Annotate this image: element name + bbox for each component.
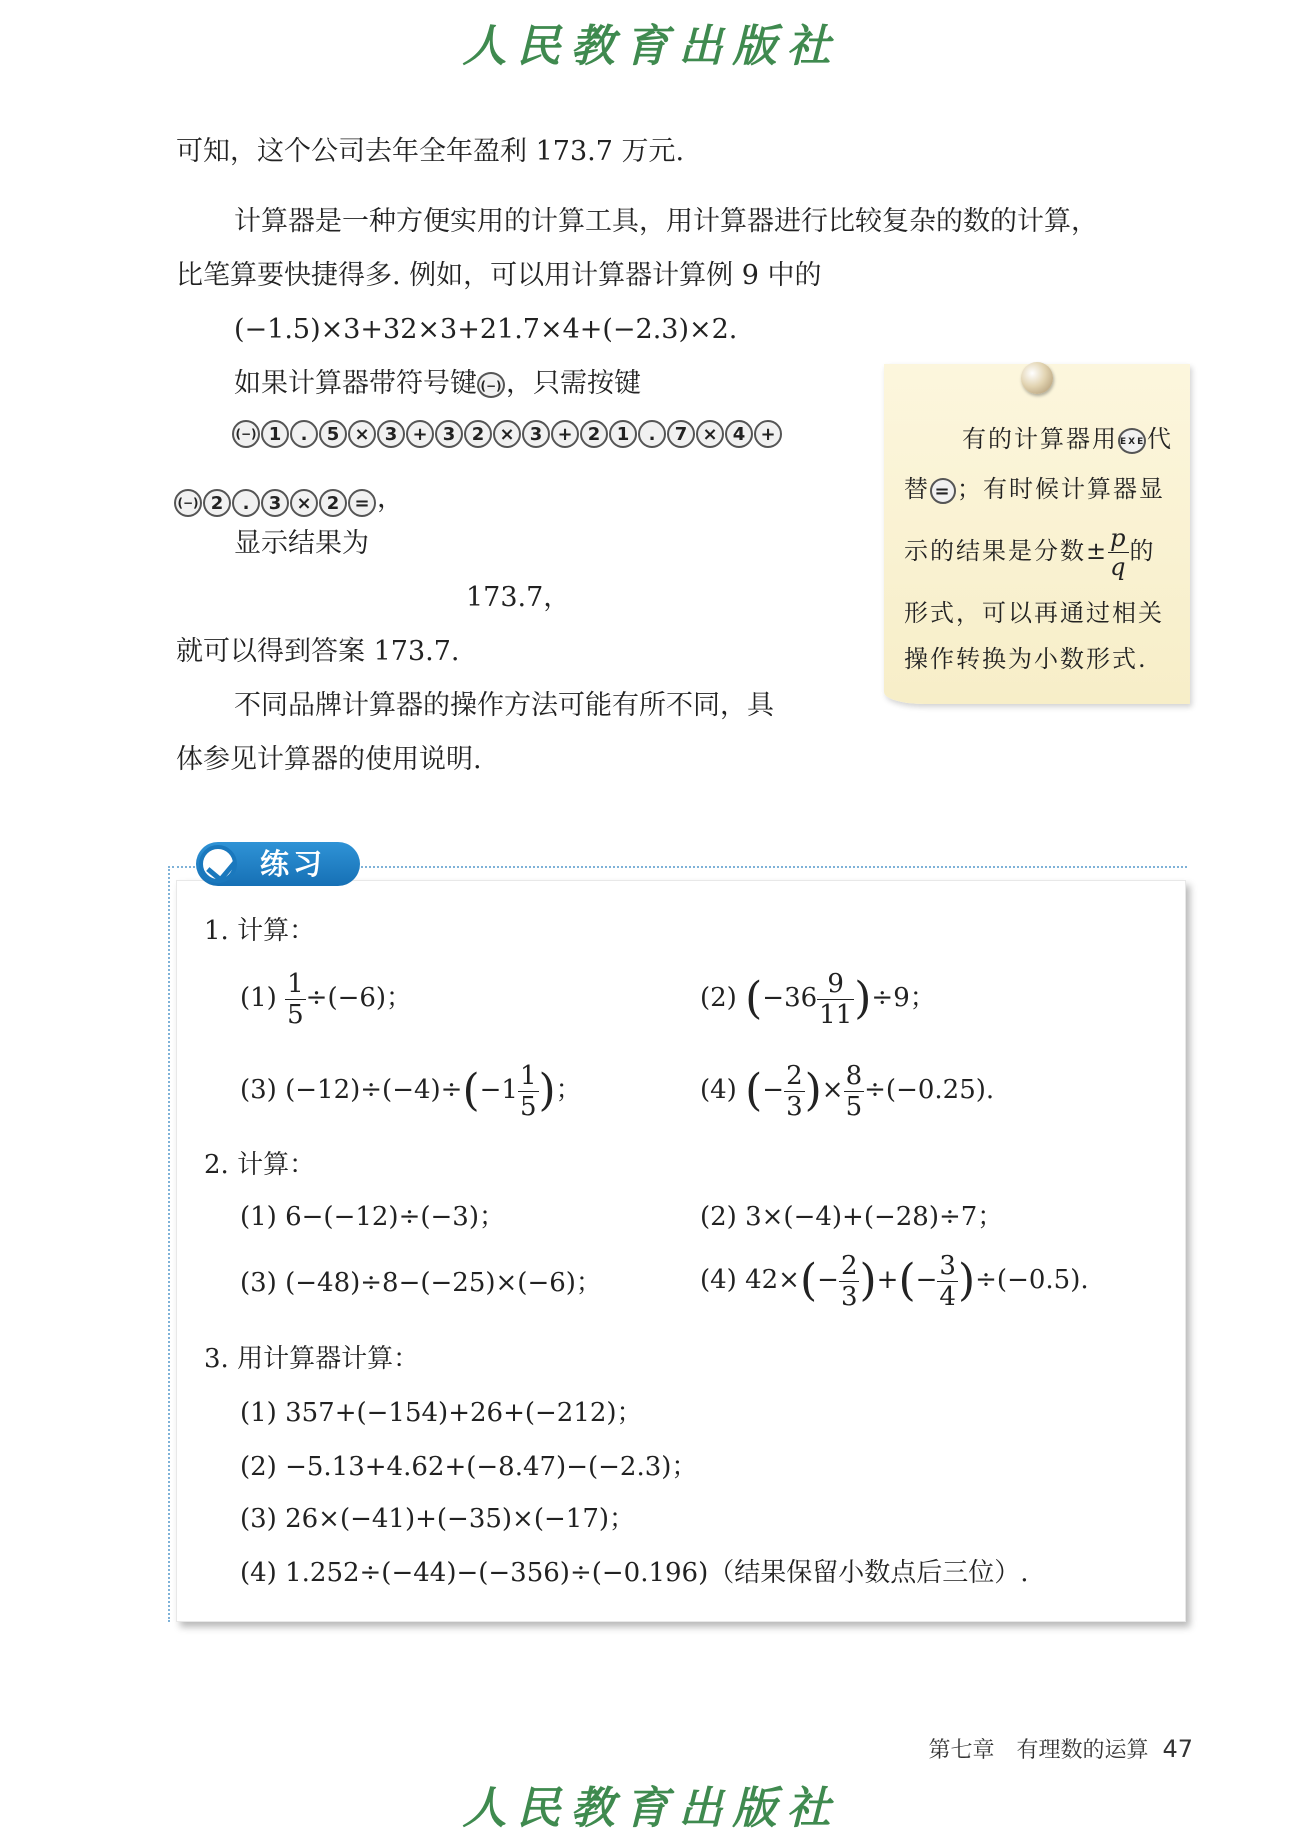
item-label: (3) [240,1075,277,1105]
note-line-5: 操作转换为小数形式. [904,645,1148,673]
expression-part: (4) 42× [700,1265,800,1295]
expression-rest: ÷9； [871,983,936,1013]
fraction-numerator: 1 [287,968,304,999]
left-paren: ( [462,1065,480,1116]
sign: − [762,1075,785,1105]
exercise-title-tag [196,842,360,886]
question-3-title: 3. 用计算器计算： [204,1344,420,1374]
note-text: 有的计算器用 [962,425,1118,453]
expression-rest: ÷(−0.25). [864,1075,995,1105]
sign-key-tail: ，只需按键 [506,368,641,399]
note-line-3 [904,524,1155,579]
left-paren: ( [898,1255,916,1306]
note-line-2 [904,474,1165,504]
calculator-key-icon: = [348,489,376,517]
paragraph-brands-2: 体参见计算器的使用说明. [176,744,482,775]
question-1-3 [240,1060,582,1120]
fraction [817,968,854,1030]
right-paren: ) [957,1255,976,1306]
calculator-key-icon: 2 [319,489,347,517]
expression-rest: ÷(−0.5). [975,1265,1089,1295]
mixed-integer: −1 [479,1075,518,1105]
calculator-key-icon: + [551,420,579,448]
item-label: (1) [240,983,277,1013]
question-1-title: 1. 计算： [204,916,316,946]
calculator-key-icon: × [696,420,724,448]
fraction-p-over-q [1108,526,1129,579]
note-text: 的 [1129,537,1156,565]
right-paren: ) [538,1065,556,1116]
fraction-numerator: 8 [845,1060,863,1091]
calculator-key-icon: 4 [725,420,753,448]
item-label: (4) [700,1075,737,1105]
operator: + [876,1265,899,1295]
fraction-numerator: 1 [519,1060,537,1091]
fraction-denominator: 3 [786,1091,803,1122]
fraction-denominator: q [1110,553,1128,581]
fraction-denominator: 5 [519,1091,537,1122]
calculator-key-icon: 2 [203,489,231,517]
exercise-left-dotted-border [168,866,170,1622]
item-label: (2) [700,983,737,1013]
fraction [844,1060,865,1122]
fraction-denominator: 11 [819,999,853,1030]
question-2-title: 2. 计算： [204,1150,316,1180]
question-3-4: (4) 1.252÷(−44)−(−356)÷(−0.196)（结果保留小数点后三位）. [240,1558,1029,1588]
expression-part: (−12)÷(−4)÷ [285,1075,463,1105]
display-result: 173.7， [466,582,571,613]
paragraph-calculator-intro-2: 比笔算要快捷得多. 例如，可以用计算器计算例 9 中的 [176,260,822,291]
fraction-denominator: 5 [287,999,304,1030]
paragraph-calculator-intro-1: 计算器是一种方便实用的计算工具，用计算器进行比较复杂的数的计算， [234,206,1098,237]
fraction-denominator: 3 [840,1281,858,1312]
exe-key-icon: EXE [1118,428,1146,454]
calculator-key-icon: 2 [464,420,492,448]
fraction-numerator: p [1110,524,1128,552]
publisher-watermark-top: 人民教育出版社 [462,21,841,72]
right-paren: ) [859,1255,877,1306]
paragraph-brands-1: 不同品牌计算器的操作方法可能有所不同，具 [234,690,774,721]
mixed-integer: −36 [762,983,818,1013]
sign: − [915,1265,938,1295]
question-2-1: (1) 6−(−12)÷(−3)； [240,1202,505,1232]
key-sequence-tail: ， [377,483,404,514]
page-footer [928,1733,1193,1764]
chapter-title: 第七章 有理数的运算 [928,1738,1149,1763]
exercise-title: 练习 [260,847,327,881]
example-expression: (−1.5)×3+32×3+21.7×4+(−2.3)×2. [234,314,738,345]
equals-key-icon: = [930,478,956,504]
note-line-4: 形式，可以再通过相关 [904,599,1164,627]
fraction [937,1250,958,1312]
calculator-key-icon: . [232,489,260,517]
calculator-key-icon: 5 [319,420,347,448]
calculator-key-icon: 7 [667,420,695,448]
expression-rest: ÷(−6)； [305,983,413,1013]
left-paren: ( [745,973,763,1024]
fraction-numerator: 3 [939,1250,956,1281]
note-text: 替 [904,475,930,503]
side-note [884,364,1190,704]
question-1-1 [240,968,412,1028]
expression-rest: ； [555,1075,582,1105]
fraction-denominator: 4 [939,1281,956,1312]
negative-key-icon: (−) [477,372,505,398]
check-icon [199,845,237,883]
left-paren: ( [745,1065,763,1116]
key-sequence-line-2 [174,476,404,517]
sign-key-text: 如果计算器带符号键 [234,368,477,399]
fraction-numerator: 9 [817,971,854,1000]
question-3-1: (1) 357+(−154)+26+(−212)； [240,1398,643,1428]
calculator-key-icon: 3 [522,420,550,448]
question-1-4 [700,1060,994,1120]
question-3-2: (2) −5.13+4.62+(−8.47)−(−2.3)； [240,1452,698,1482]
fraction-numerator: 2 [840,1250,858,1281]
right-paren: ) [854,973,872,1024]
paragraph-profit: 可知，这个公司去年全年盈利 173.7 万元. [176,136,685,167]
calculator-key-icon: 1 [609,420,637,448]
calculator-key-icon: 1 [261,420,289,448]
fraction-denominator: 5 [845,1091,863,1122]
question-1-2 [700,968,936,1028]
note-text: ；有时候计算器显 [957,475,1165,503]
fraction [839,1250,860,1312]
calculator-key-icon: (−) [232,420,260,448]
calculator-key-icon: × [493,420,521,448]
paragraph-display: 显示结果为 [234,528,369,559]
calculator-key-icon: . [290,420,318,448]
question-2-4 [700,1250,1089,1310]
paragraph-sign-key [234,364,641,404]
calculator-key-icon: 2 [580,420,608,448]
question-2-2: (2) 3×(−4)+(−28)÷7； [700,1202,1004,1232]
right-paren: ) [804,1065,822,1116]
calculator-key-icon: 3 [377,420,405,448]
key-sequence-line-1 [232,420,783,448]
left-paren: ( [799,1255,818,1306]
pushpin-icon [1021,362,1053,394]
note-line-1 [962,424,1173,454]
fraction [518,1060,539,1122]
page-number: 47 [1162,1735,1193,1763]
calculator-key-icon: 3 [261,489,289,517]
calculator-key-icon: (−) [174,489,202,517]
fraction-numerator: 2 [786,1060,803,1091]
calculator-key-icon: × [348,420,376,448]
question-2-3: (3) (−48)÷8−(−25)×(−6)； [240,1268,602,1298]
sign: − [817,1265,839,1295]
note-text: 代 [1147,425,1173,453]
calculator-key-icon: 3 [435,420,463,448]
paragraph-answer: 就可以得到答案 173.7. [176,636,460,667]
operator: × [821,1075,844,1105]
question-3-3: (3) 26×(−41)+(−35)×(−17)； [240,1504,636,1534]
calculator-key-icon: + [406,420,434,448]
calculator-key-icon: + [754,420,782,448]
note-text: 示的结果是分数± [904,537,1109,565]
calculator-key-icon: × [290,489,318,517]
fraction [285,968,306,1030]
calculator-key-icon: . [638,420,666,448]
fraction [784,1060,805,1122]
publisher-watermark-bottom: 人民教育出版社 [462,1783,841,1834]
